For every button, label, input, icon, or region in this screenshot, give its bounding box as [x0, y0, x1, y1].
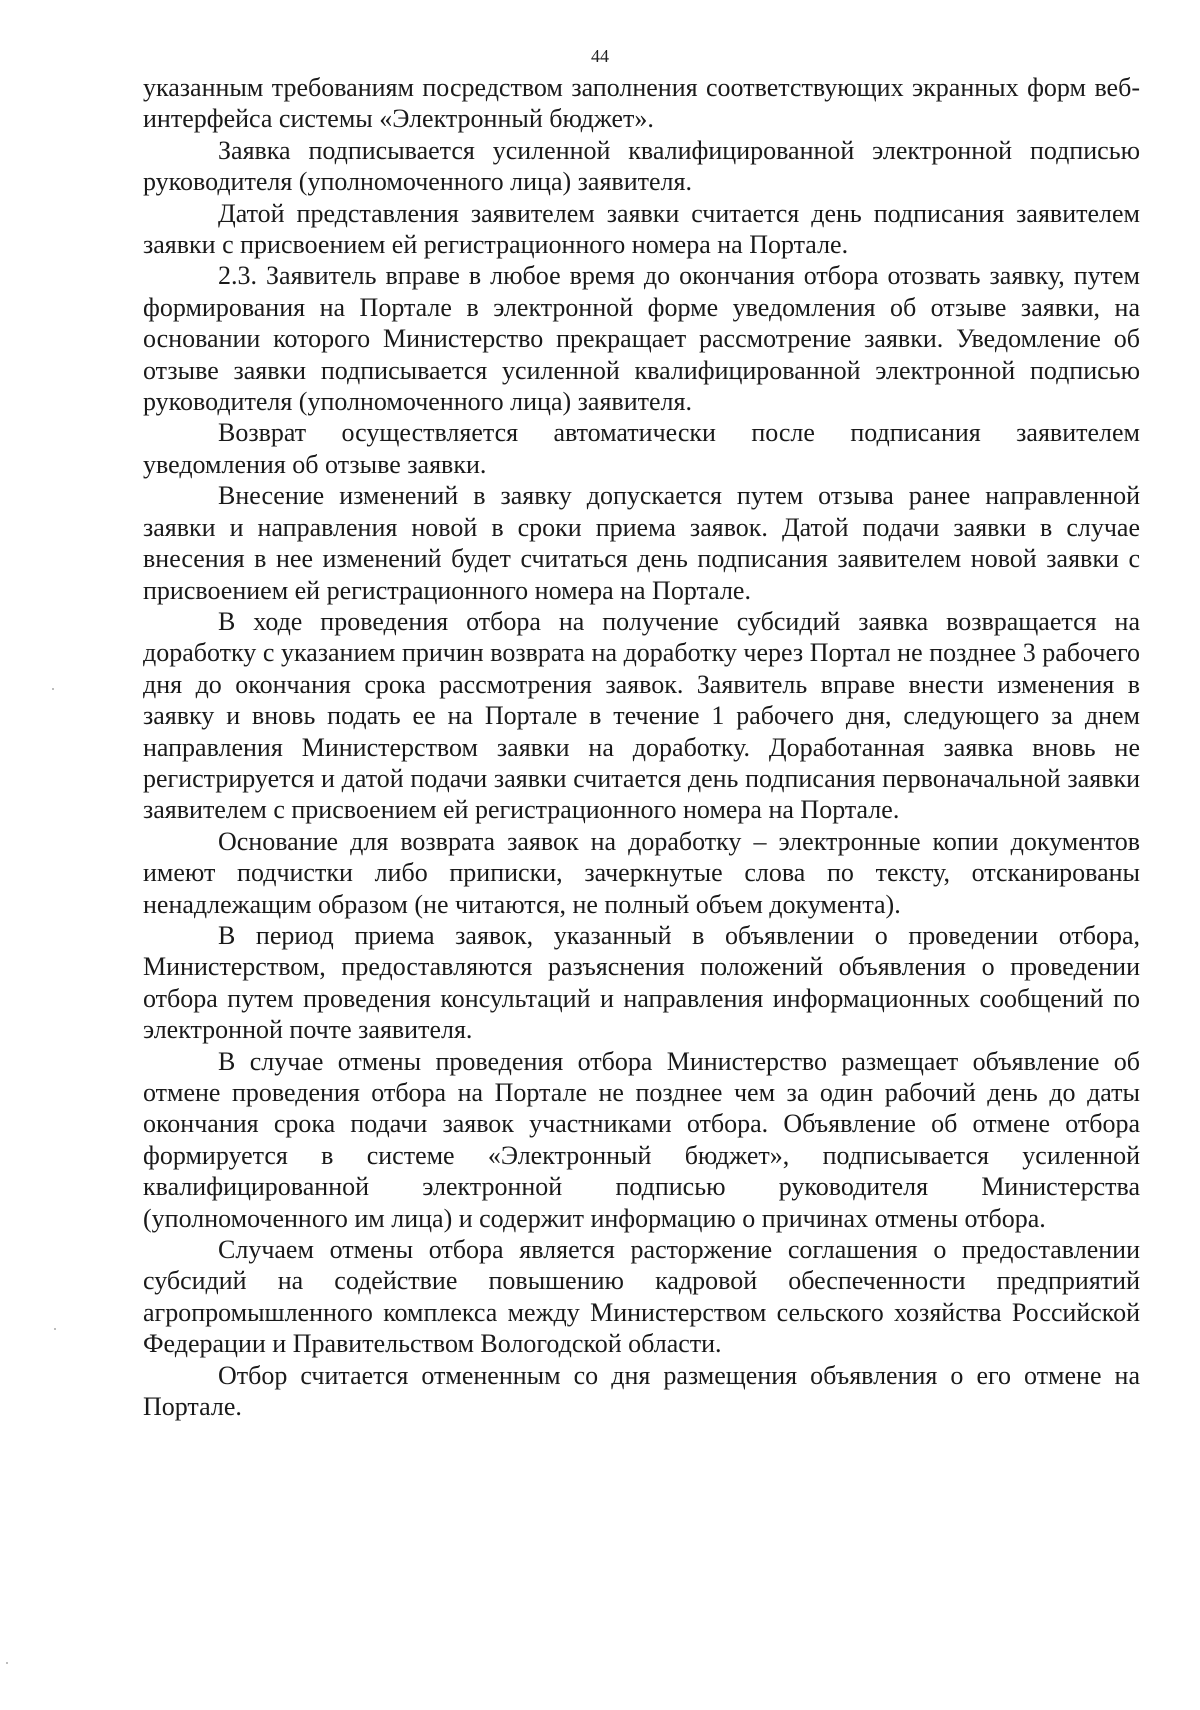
- scan-speck: [52, 688, 54, 690]
- paragraph: Внесение изменений в заявку допускается путем отзыва ранее направленной заявки и направления новой в сроки приема заявок. Датой подачи заявки в случае внесения в нее изменений будет считаться день подписания заявителем новой заявки с присвоением ей регистрационного номера на Портале.: [143, 481, 1140, 605]
- paragraph: Отбор считается отмененным со дня размещения объявления о его отмене на Портале.: [143, 1360, 1140, 1422]
- scan-speck: [54, 1328, 56, 1330]
- document-body: [143, 72, 1140, 1422]
- paragraph-section-2-3: 2.3. Заявитель вправе в любое время до окончания отбора отозвать заявку, путем формирования на Портале в электронной форме уведомления об отзыве заявки, на основании которого Министерство прекращает рассмотрение заявки. Уведомление об отзыве заявки подписывается усиленной квалифицированной электронной подписью руководителя (уполномоченного лица) заявителя.: [143, 261, 1140, 417]
- paragraph-continuation: указанным требованиям посредством заполнения соответствующих экранных форм веб-интерфейса системы «Электронный бюджет».: [143, 73, 1140, 134]
- paragraph: Случаем отмены отбора является расторжение соглашения о предоставлении субсидий на содействие повышению кадровой обеспеченности предприятий агропромышленного комплекса между Министерством сельского хозяйства Российской Федерации и Правительством Вологодской области.: [143, 1235, 1140, 1359]
- paragraph: Датой представления заявителем заявки считается день подписания заявителем заявки с присвоением ей регистрационного номера на Портале.: [143, 198, 1140, 260]
- page-number: 44: [591, 46, 609, 66]
- paragraph: В случае отмены проведения отбора Министерство размещает объявление об отмене проведения отбора на Портале не позднее чем за один рабочий день до даты окончания срока подачи заявок участниками отбора. Объявление об отмене отбора формируется в системе «Электронный бюджет», подписывается усиленной квалифицированной электронной подписью руководителя Министерства (уполномоченного им лица) и содержит информацию о причинах отмены отбора.: [143, 1046, 1140, 1233]
- paragraph: В ходе проведения отбора на получение субсидий заявка возвращается на доработку с указанием причин возврата на доработку через Портал не позднее 3 рабочего дня до окончания срока рассмотрения заявок. Заявитель вправе внести изменения в заявку и вновь подать ее на Портале в течение 1 рабочего дня, следующего за днем направления Министерством заявки на доработку. Доработанная заявка вновь не регистрируется и датой подачи заявки считается день подписания первоначальной заявки заявителем с присвоением ей регистрационного номера на Портале.: [143, 606, 1140, 825]
- paragraph: Возврат осуществляется автоматически после подписания заявителем уведомления об отзыве заявки.: [143, 418, 1140, 479]
- paragraph: Основание для возврата заявок на доработку – электронные копии документов имеют подчистки либо приписки, зачеркнутые слова по тексту, отсканированы ненадлежащим образом (не читаются, не полный объем документа).: [143, 826, 1140, 919]
- paragraph: В период приема заявок, указанный в объявлении о проведении отбора, Министерством, предоставляются разъяснения положений объявления о проведении отбора путем проведения консультаций и направления информационных сообщений по электронной почте заявителя.: [143, 920, 1140, 1045]
- paragraph: Заявка подписывается усиленной квалифицированной электронной подписью руководителя (уполномоченного лица) заявителя.: [143, 135, 1140, 197]
- scan-speck: [6, 1662, 8, 1664]
